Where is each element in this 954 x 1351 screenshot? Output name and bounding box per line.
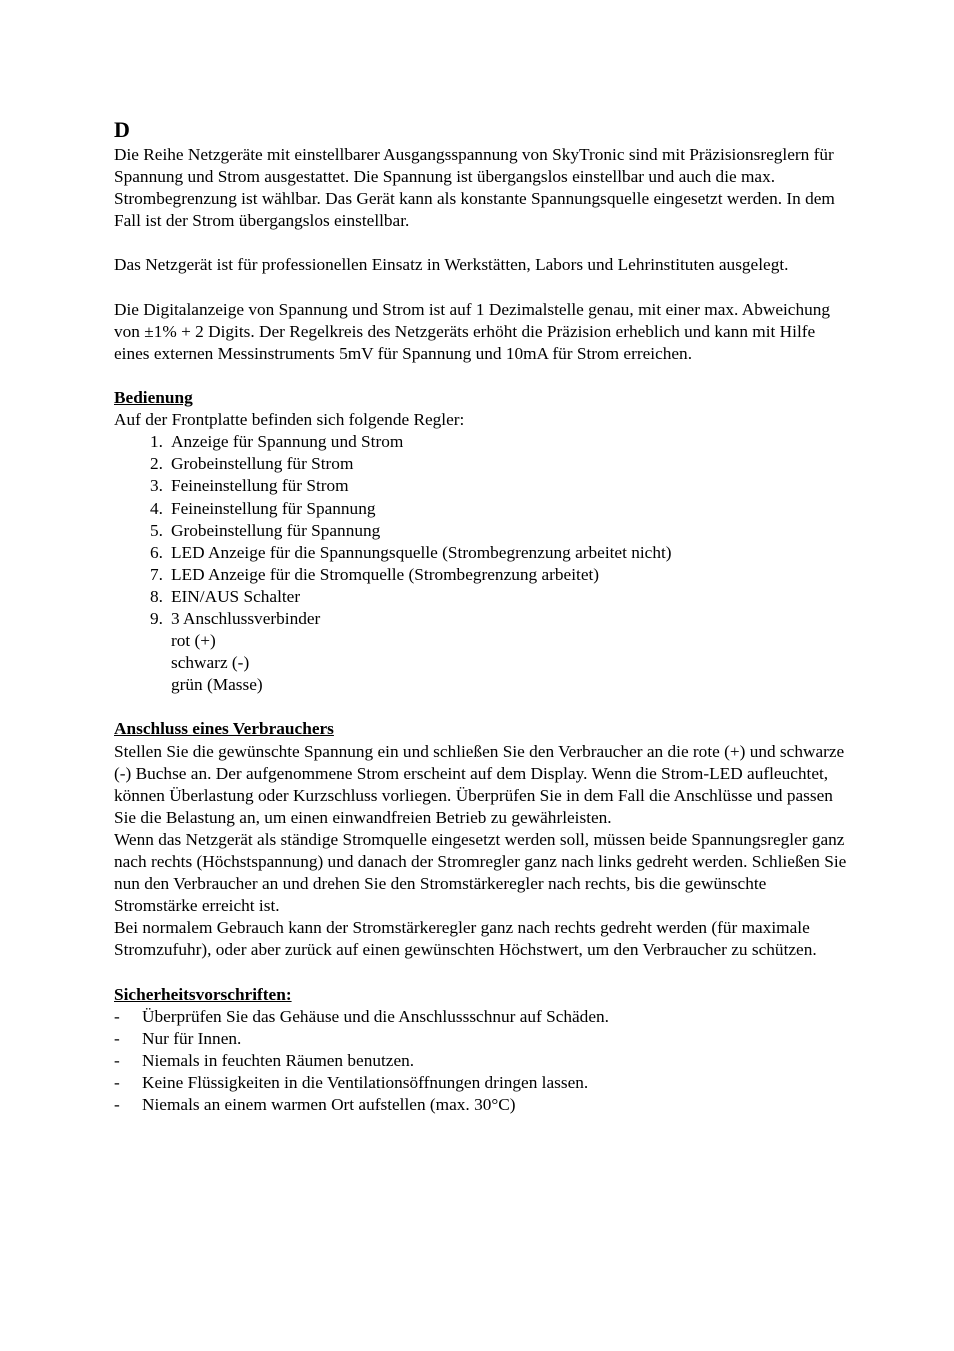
list-item [114, 1028, 854, 1050]
language-marker: D [114, 117, 130, 142]
connection-heading: Anschluss eines Verbrauchers [114, 719, 334, 739]
bullet-dash: - [114, 1095, 120, 1115]
list-text: LED Anzeige für die Stromquelle (Strombegrenzung arbeitet) [171, 564, 600, 584]
list-number: 7. [150, 564, 163, 584]
list-item [114, 520, 854, 542]
list-text: Niemals in feuchten Räumen benutzen. [142, 1050, 415, 1070]
list-text: Grobeinstellung für Strom [171, 454, 354, 474]
intro-paragraph-3: Die Digitalanzeige von Spannung und Strom ist auf 1 Dezimalstelle genau, mit einer max. Abweichung von ±1% + 2 Digits. Der Regelkreis des Netzgeräts erhöht die Präzision erheblich und kann mit Hilfe eines externen Messinstruments 5mV für Spannung und 10mA für Strom erreichen. [114, 299, 831, 363]
list-text: Feineinstellung für Strom [171, 476, 349, 496]
list-number: 3. [150, 476, 163, 496]
list-item [114, 564, 854, 586]
list-text: 3 Anschlussverbinder [171, 608, 321, 628]
connector-green: grün (Masse) [171, 675, 263, 695]
safety-heading: Sicherheitsvorschriften: [114, 984, 292, 1004]
operation-heading: Bedienung [114, 388, 193, 408]
list-item [114, 453, 854, 475]
list-number: 9. [150, 608, 163, 628]
list-text: Anzeige für Spannung und Strom [171, 432, 404, 452]
list-item [114, 1094, 854, 1116]
list-item [114, 542, 854, 564]
connection-paragraph-1: Stellen Sie die gewünschte Spannung ein und schließen Sie den Verbraucher an die rote (+) und schwarze (-) Buchse an. Der aufgenommene Strom erscheint auf dem Display. Wenn die Strom-LED aufleuchtet, können Überlastung oder Kurzschluss vorliegen. Überprüfen Sie in dem Fall die Anschlüsse und passen Sie die Belastung an, um einen einwandfreien Betrieb zu gewährleisten. [114, 741, 845, 827]
list-number: 6. [150, 542, 163, 562]
list-number: 8. [150, 586, 163, 606]
list-text: Keine Flüssigkeiten in die Ventilationsöffnungen dringen lassen. [142, 1072, 589, 1092]
list-text: Nur für Innen. [142, 1028, 242, 1048]
list-text: LED Anzeige für die Spannungsquelle (Strombegrenzung arbeitet nicht) [171, 542, 672, 562]
list-text: EIN/AUS Schalter [171, 586, 301, 606]
intro-paragraph-1: Die Reihe Netzgeräte mit einstellbarer Ausgangsspannung von SkyTronic sind mit Präzisionsreglern für Spannung und Strom ausgestattet. Die Spannung ist übergangslos einstellbar und auch die max. Strombegrenzung ist wählbar. Das Gerät kann als konstante Spannungsquelle eingesetzt werden. In dem Fall ist der Strom übergangslos einstellbar. [114, 145, 835, 231]
list-number: 4. [150, 498, 163, 518]
intro-paragraph-2: Das Netzgerät ist für professionellen Einsatz in Werkstätten, Labors und Lehrinstituten ausgelegt. [114, 255, 789, 275]
list-item [114, 431, 854, 453]
controls-list [114, 431, 854, 630]
connection-paragraph-2: Wenn das Netzgerät als ständige Stromquelle eingesetzt werden soll, müssen beide Spannungsregler ganz nach rechts (Höchstspannung) und danach der Stromregler ganz nach links gedreht werden. Schließen Sie nun den Verbraucher an und drehen Sie den Stromstärkeregler nach rechts, bis die gewünschte Stromstärke erreicht ist. [114, 829, 847, 916]
list-number: 2. [150, 454, 163, 474]
list-number: 1. [150, 432, 163, 452]
list-item [114, 608, 854, 630]
manual-page [114, 116, 854, 1116]
list-item [114, 586, 854, 608]
list-item [114, 1050, 854, 1072]
list-number: 5. [150, 520, 163, 540]
list-item [114, 498, 854, 520]
list-item [114, 475, 854, 497]
list-text: Überprüfen Sie das Gehäuse und die Anschlussschnur auf Schäden. [142, 1006, 609, 1026]
operation-lead: Auf der Frontplatte befinden sich folgende Regler: [114, 410, 465, 430]
connector-black: schwarz (-) [171, 653, 250, 673]
bullet-dash: - [114, 1028, 120, 1048]
safety-list [114, 1006, 854, 1116]
connector-red: rot (+) [171, 631, 216, 651]
list-item [114, 1006, 854, 1028]
list-text: Grobeinstellung für Spannung [171, 520, 381, 540]
list-text: Niemals an einem warmen Ort aufstellen (max. 30°C) [142, 1095, 516, 1115]
list-item [114, 1072, 854, 1094]
list-text: Feineinstellung für Spannung [171, 498, 376, 518]
connection-paragraph-3: Bei normalem Gebrauch kann der Stromstärkeregler ganz nach rechts gedreht werden (für maximale Stromzufuhr), oder aber zurück auf einen gewünschten Höchstwert, um den Verbraucher zu schützen. [114, 918, 817, 960]
bullet-dash: - [114, 1072, 120, 1092]
bullet-dash: - [114, 1050, 120, 1070]
bullet-dash: - [114, 1006, 120, 1026]
